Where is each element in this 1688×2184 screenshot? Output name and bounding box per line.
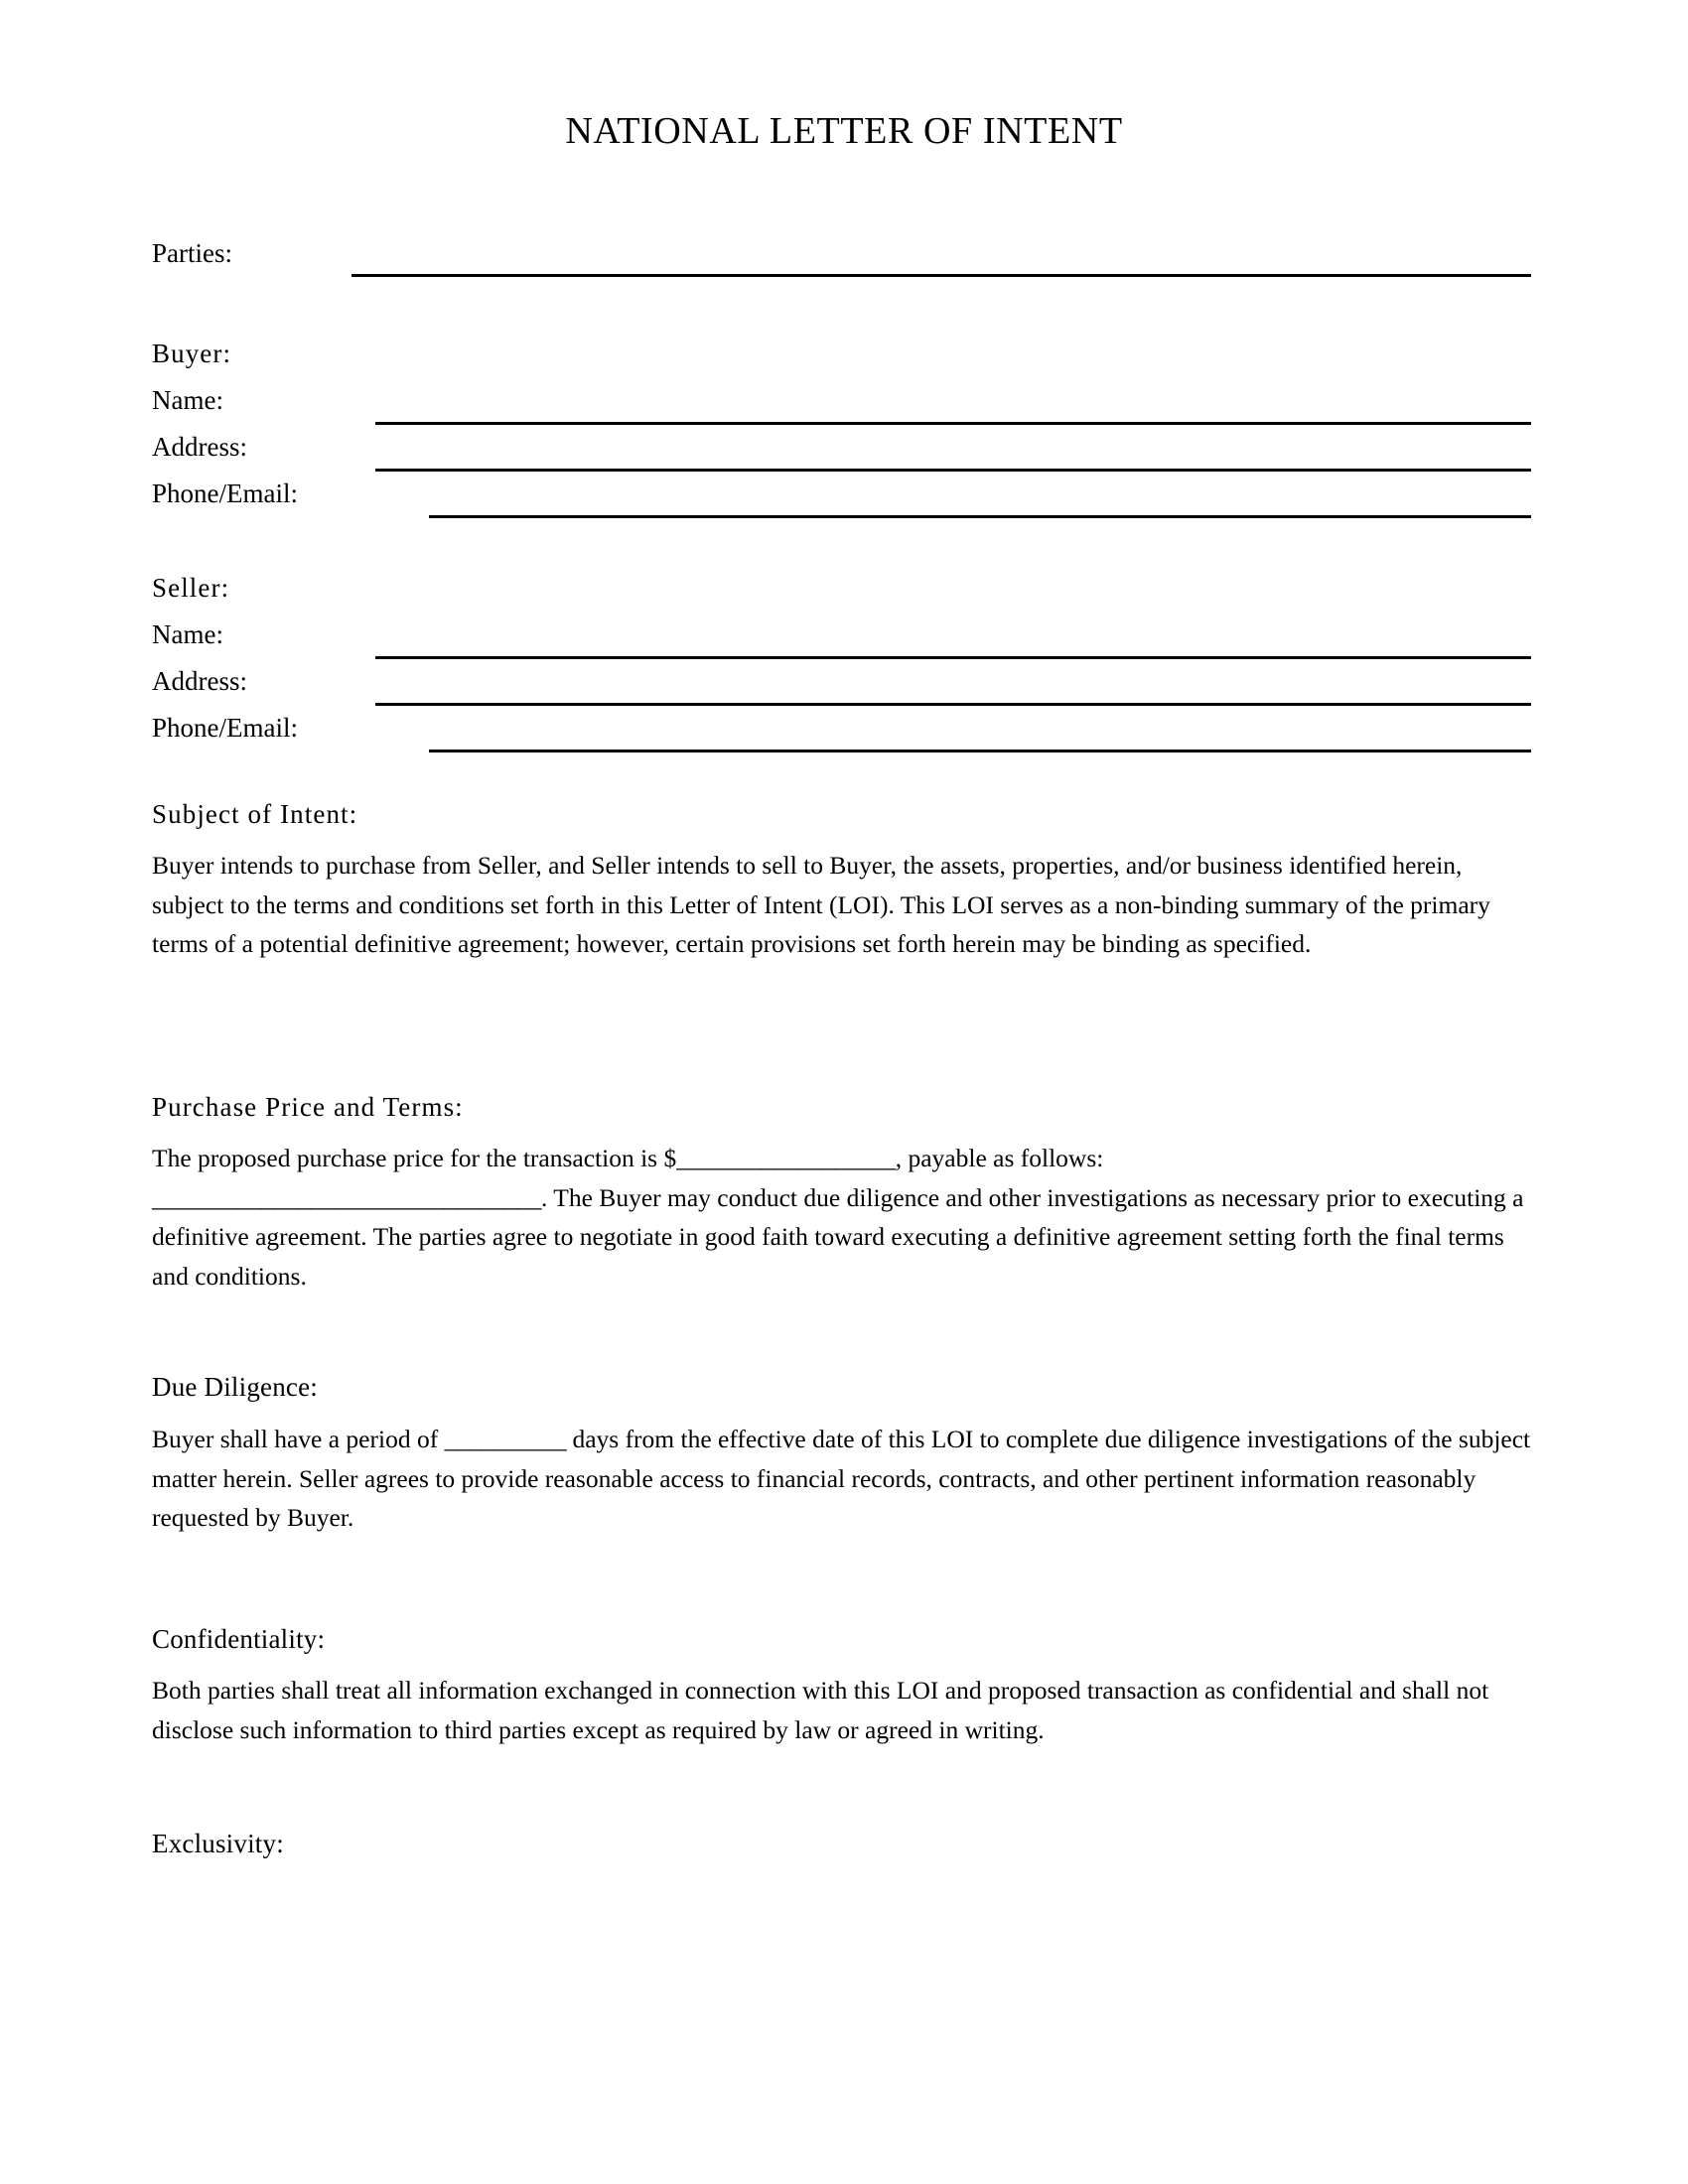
buyer-group-caption: Buyer: bbox=[152, 339, 232, 368]
section-body-due-diligence bbox=[152, 1420, 1532, 1538]
buyer-name-input-rule[interactable] bbox=[375, 422, 1531, 425]
seller-group-caption: Seller: bbox=[152, 573, 230, 603]
purchase-price-text-part3: . The Buyer may conduct due diligence and other investigations as necessary prior to executing a definitive agreement. The parties agree to negotiate in good faith toward executing a definitive agreement setting forth the final terms and conditions. bbox=[152, 1182, 1524, 1291]
seller-address-label: Address: bbox=[152, 666, 247, 696]
section-body-purchase-price-and-terms bbox=[152, 1139, 1532, 1296]
section-body-subject-of-intent: Buyer intends to purchase from Seller, and Seller intends to sell to Buyer, the assets, properties, and/or business identified herein, subject to the terms and conditions set forth in this Letter of Intent (LOI). This LOI serves as a non-binding summary of the primary terms of a potential definitive agreement; however, certain provisions set forth herein may be binding as specified. bbox=[152, 851, 1490, 958]
seller-address-input-rule[interactable] bbox=[375, 703, 1531, 706]
due-diligence-text-part1: Buyer shall have a period of bbox=[152, 1425, 445, 1453]
purchase-price-terms-blank[interactable]: ________________________________ bbox=[152, 1182, 541, 1212]
due-diligence-text-part2: days from the effective date of this LOI to complete due diligence investigations of the subject matter herein. Seller agrees to provide reasonable access to financial records, contracts, and other pertinent information reasonably requested by Buyer. bbox=[152, 1425, 1531, 1532]
buyer-phone-email-input-rule[interactable] bbox=[429, 515, 1531, 518]
seller-phone-email-input-rule[interactable] bbox=[429, 750, 1531, 752]
parties-label: Parties: bbox=[152, 238, 232, 268]
section-heading-exclusivity: Exclusivity: bbox=[152, 1829, 284, 1858]
due-diligence-days-blank[interactable]: __________ bbox=[444, 1425, 567, 1453]
seller-phone-email-label: Phone/Email: bbox=[152, 713, 298, 743]
section-heading-due-diligence: Due Diligence: bbox=[152, 1372, 318, 1402]
section-body-confidentiality: Both parties shall treat all information exchanged in connection with this LOI and proposed transaction as confidential and shall not disclose such information to third parties except as required by law or agreed in writing. bbox=[152, 1676, 1489, 1744]
section-heading-purchase-price-and-terms: Purchase Price and Terms: bbox=[152, 1092, 464, 1122]
seller-name-input-rule[interactable] bbox=[375, 656, 1531, 659]
section-heading-subject-of-intent: Subject of Intent: bbox=[152, 799, 358, 829]
section-heading-confidentiality: Confidentiality: bbox=[152, 1624, 326, 1654]
purchase-price-amount-blank[interactable]: __________________ bbox=[676, 1144, 896, 1172]
buyer-phone-email-label: Phone/Email: bbox=[152, 478, 298, 508]
buyer-address-input-rule[interactable] bbox=[375, 469, 1531, 472]
page-title: NATIONAL LETTER OF INTENT bbox=[565, 110, 1123, 152]
buyer-name-label: Name: bbox=[152, 385, 223, 415]
seller-name-label: Name: bbox=[152, 619, 223, 649]
buyer-address-label: Address: bbox=[152, 432, 247, 462]
purchase-price-text-part2: , payable as follows: bbox=[895, 1144, 1104, 1172]
purchase-price-text-part1: The proposed purchase price for the transaction is $ bbox=[152, 1144, 677, 1172]
parties-input-rule[interactable] bbox=[352, 274, 1531, 277]
